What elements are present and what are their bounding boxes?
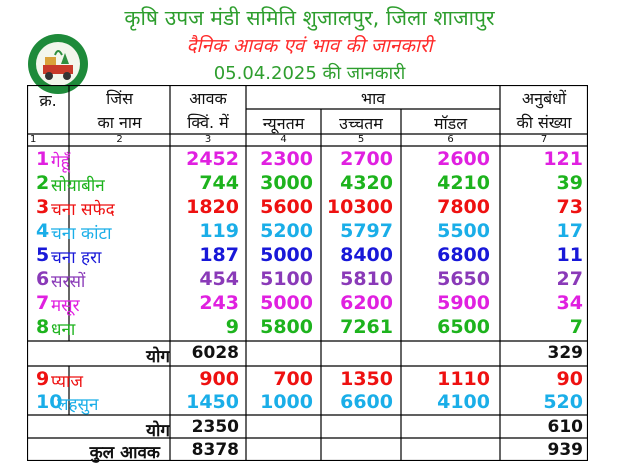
row-arrival: 900 <box>199 368 239 390</box>
row-sno: 6 <box>36 268 50 290</box>
row-contracts: 121 <box>543 148 583 170</box>
col-number-1: 1 <box>30 134 37 145</box>
col-header-min: न्यूनतम <box>262 114 305 133</box>
row-min: 5800 <box>260 316 313 338</box>
row-min: 5200 <box>260 220 313 242</box>
row-sno: 3 <box>36 196 50 218</box>
row-modal: 5500 <box>437 220 490 242</box>
row-min: 5600 <box>260 196 313 218</box>
row-min: 5000 <box>260 244 313 266</box>
col-header-contracts-2: की संख्या <box>516 113 572 132</box>
row-max: 8400 <box>340 244 393 266</box>
col-number-6: 6 <box>447 134 454 145</box>
row-name: चना कांटा <box>51 224 112 244</box>
col-header-arrival-2: क्विं. में <box>187 113 229 132</box>
col-header-rate-group: भाव <box>360 89 386 108</box>
row-arrival: 1450 <box>186 391 239 413</box>
subtotal-contracts: 329 <box>547 343 583 363</box>
row-min: 700 <box>273 368 313 390</box>
col-header-contracts-1: अनुबंधों <box>521 89 567 108</box>
row-name: प्याज <box>51 372 83 392</box>
col-header-sno: क्र. <box>39 91 57 110</box>
row-max: 5797 <box>340 220 393 242</box>
col-header-arrival-1: आवक <box>189 89 227 108</box>
row-min: 1000 <box>260 391 313 413</box>
col-number-7: 7 <box>540 134 548 145</box>
col-header-max: उच्चतम <box>339 114 383 133</box>
row-max: 7261 <box>340 316 393 338</box>
row-arrival: 9 <box>225 316 239 338</box>
grand-total-contracts: 939 <box>547 440 583 460</box>
row-modal: 7800 <box>437 196 490 218</box>
row-max: 6600 <box>340 391 393 413</box>
row-name: सोयाबीन <box>51 176 105 196</box>
row-max: 1350 <box>340 368 393 390</box>
row-modal: 5900 <box>437 292 490 314</box>
row-contracts: 39 <box>556 172 583 194</box>
row-name: मसूर <box>51 296 80 316</box>
row-modal: 6500 <box>437 316 490 338</box>
col-number-5: 5 <box>357 134 365 145</box>
row-name: लहसुन <box>57 395 99 415</box>
report-date: 05.04.2025 की जानकारी <box>213 63 406 84</box>
subtotal-arrival: 2350 <box>191 417 239 437</box>
row-sno: 8 <box>36 316 50 338</box>
row-min: 5100 <box>260 268 313 290</box>
subtotal-contracts: 610 <box>547 417 583 437</box>
page-subtitle: दैनिक आवक एवं भाव की जानकारी <box>186 35 433 57</box>
row-arrival: 119 <box>199 220 239 242</box>
col-number-3: 3 <box>204 134 212 145</box>
row-max: 2700 <box>340 148 393 170</box>
row-contracts: 17 <box>556 220 583 242</box>
row-min: 5000 <box>260 292 313 314</box>
col-header-modal: मॉडल <box>433 114 468 133</box>
row-sno: 5 <box>36 244 50 266</box>
row-arrival: 243 <box>199 292 239 314</box>
row-arrival: 187 <box>199 244 239 266</box>
subtotal-label: योग <box>146 347 170 367</box>
row-min: 2300 <box>260 148 313 170</box>
row-modal: 2600 <box>437 148 490 170</box>
row-sno: 4 <box>36 220 50 242</box>
row-contracts: 27 <box>556 268 583 290</box>
page-title: कृषि उपज मंडी समिति शुजालपुर, जिला शाजापुर <box>124 6 495 30</box>
row-name: गेहूँ <box>51 152 70 172</box>
row-contracts: 34 <box>556 292 583 314</box>
row-arrival: 2452 <box>186 148 239 170</box>
col-header-name-1: जिंस <box>106 89 133 108</box>
col-number-2: 2 <box>116 134 123 145</box>
row-contracts: 11 <box>556 244 583 266</box>
subtotal-label: योग <box>146 421 170 441</box>
row-name: चना हरा <box>51 248 102 268</box>
row-sno: 2 <box>36 172 50 194</box>
row-name: धना <box>51 320 76 340</box>
row-max: 4320 <box>340 172 393 194</box>
row-modal: 1110 <box>437 368 490 390</box>
row-name: सरसों <box>51 272 86 292</box>
row-arrival: 1820 <box>186 196 239 218</box>
row-contracts: 7 <box>569 316 583 338</box>
row-min: 3000 <box>260 172 313 194</box>
row-sno: 9 <box>36 368 50 390</box>
row-contracts: 520 <box>543 391 583 413</box>
row-sno: 1 <box>36 148 50 170</box>
col-number-4: 4 <box>280 134 287 145</box>
row-arrival: 454 <box>199 268 239 290</box>
row-contracts: 73 <box>556 196 583 218</box>
subtotal-arrival: 6028 <box>191 343 239 363</box>
row-max: 5810 <box>340 268 393 290</box>
row-max: 10300 <box>326 196 393 218</box>
row-name: चना सफेद <box>51 200 115 220</box>
row-sno: 10 <box>36 391 63 413</box>
row-contracts: 90 <box>556 368 583 390</box>
row-sno: 7 <box>36 292 50 314</box>
row-modal: 4210 <box>437 172 490 194</box>
row-modal: 6800 <box>437 244 490 266</box>
row-max: 6200 <box>340 292 393 314</box>
row-modal: 4100 <box>437 391 490 413</box>
row-modal: 5650 <box>437 268 490 290</box>
grand-total-label: कुल आवक <box>89 443 160 463</box>
grand-total-arrival: 8378 <box>191 440 239 460</box>
col-header-name-2: का नाम <box>97 113 142 132</box>
row-arrival: 744 <box>199 172 239 194</box>
